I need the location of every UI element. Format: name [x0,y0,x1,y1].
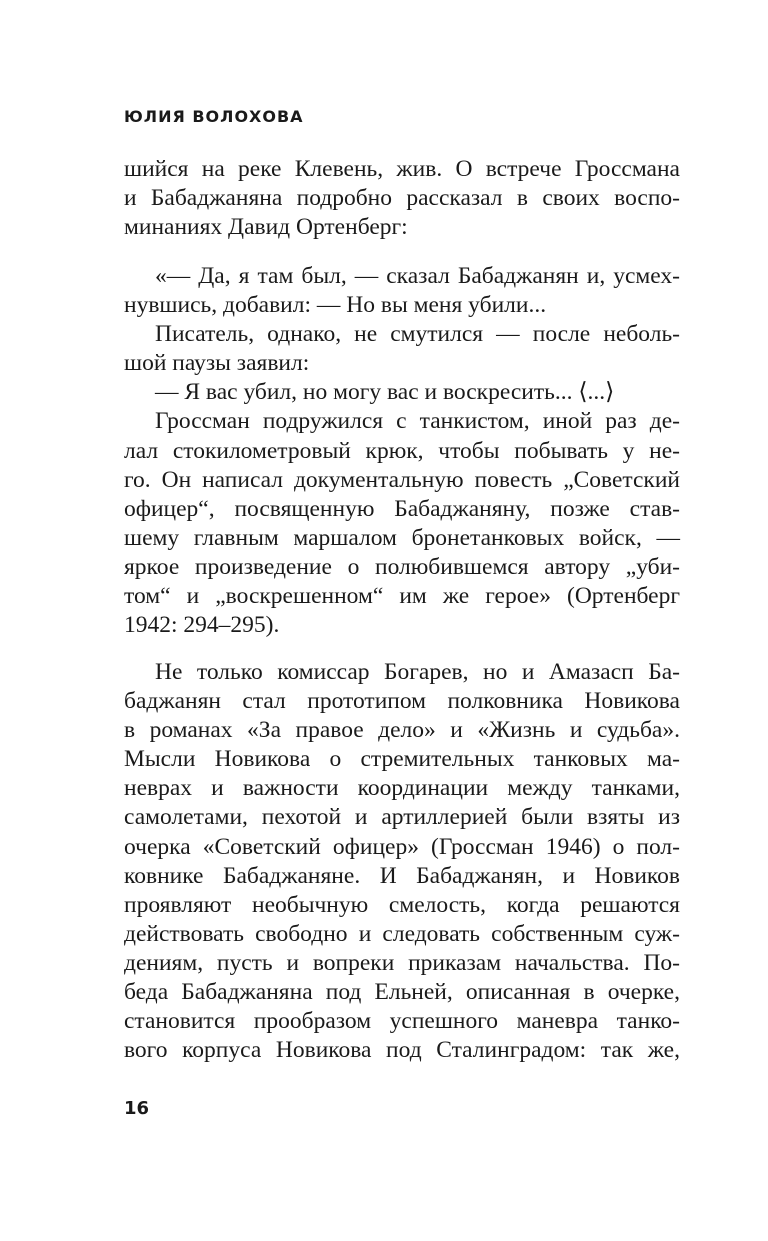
text-line: шой паузы заявил: [124,350,310,377]
text-line: том“ и „воскрешенном“ им же герое» (Ортенберг [124,583,680,610]
text-line: становится прообразом успешного маневра танко- [124,1008,680,1035]
text-line: Гроссман подружился с танкистом, иной раз де- [155,408,680,435]
running-head-author: ЮЛИЯ ВОЛОХОВА [124,107,304,126]
text-line: в романах «За правое дело» и «Жизнь и судьба». [124,717,680,744]
text-line: 1942: 294–295). [124,612,280,639]
body-paragraph [124,658,680,1065]
text-line: Мысли Новикова о стремительных танковых ма- [124,746,680,773]
text-line: Не только комиссар Богарев, но и Амазасп Ба- [155,659,680,685]
text-line: шему главным маршалом бронетанковых войск, — [124,524,680,551]
text-line: беда Бабаджаняна под Ельней, описанная в очерке, [124,979,680,1006]
text-line: минаниях Давид Ортенберг: [124,214,408,241]
text-line: яркое произведение о полюбившемся автору „уби- [124,553,680,580]
text-line: очерка «Советский офицер» (Гроссман 1946) о пол- [124,833,680,860]
text-line: Писатель, однако, не смутился — после неболь- [155,321,680,348]
text-line: — Я вас убил, но могу вас и воскресить... ⟨...⟩ [155,379,615,406]
text-line: самолетами, пехотой и артиллерией были взяты из [124,804,680,831]
continuation-paragraph [124,155,680,242]
text-line: шийся на реке Клевень, жив. О встрече Гроссмана [124,156,680,182]
text-line: офицер“, посвященную Бабаджаняну, позже став- [124,495,680,522]
text-line: проявляют необычную смелость, когда решаются [124,891,680,918]
text-line: го. Он написал документальную повесть „Советский [124,466,680,493]
page-number: 16 [124,1098,150,1119]
text-line: баджанян стал прототипом полковника Новикова [124,688,680,715]
block-quote [124,262,680,640]
text-line: ковнике Бабаджаняне. И Бабаджанян, и Новиков [124,862,680,889]
text-line: «— Да, я там был, — сказал Бабаджанян и, усмех- [155,263,680,289]
text-line: действовать свободно и следовать собственным суж- [124,920,680,947]
text-line: нувшись, добавил: — Но вы меня убили... [124,292,547,319]
text-line: лал стокилометровый крюк, чтобы побывать у не- [124,437,680,464]
text-line: вого корпуса Новикова под Сталинградом: так же, [124,1037,680,1064]
text-line: неврах и важности координации между танками, [124,775,680,802]
text-line: дениям, пусть и вопреки приказам начальства. По- [124,949,680,976]
text-line: и Бабаджаняна подробно рассказал в своих воспо- [124,185,680,212]
